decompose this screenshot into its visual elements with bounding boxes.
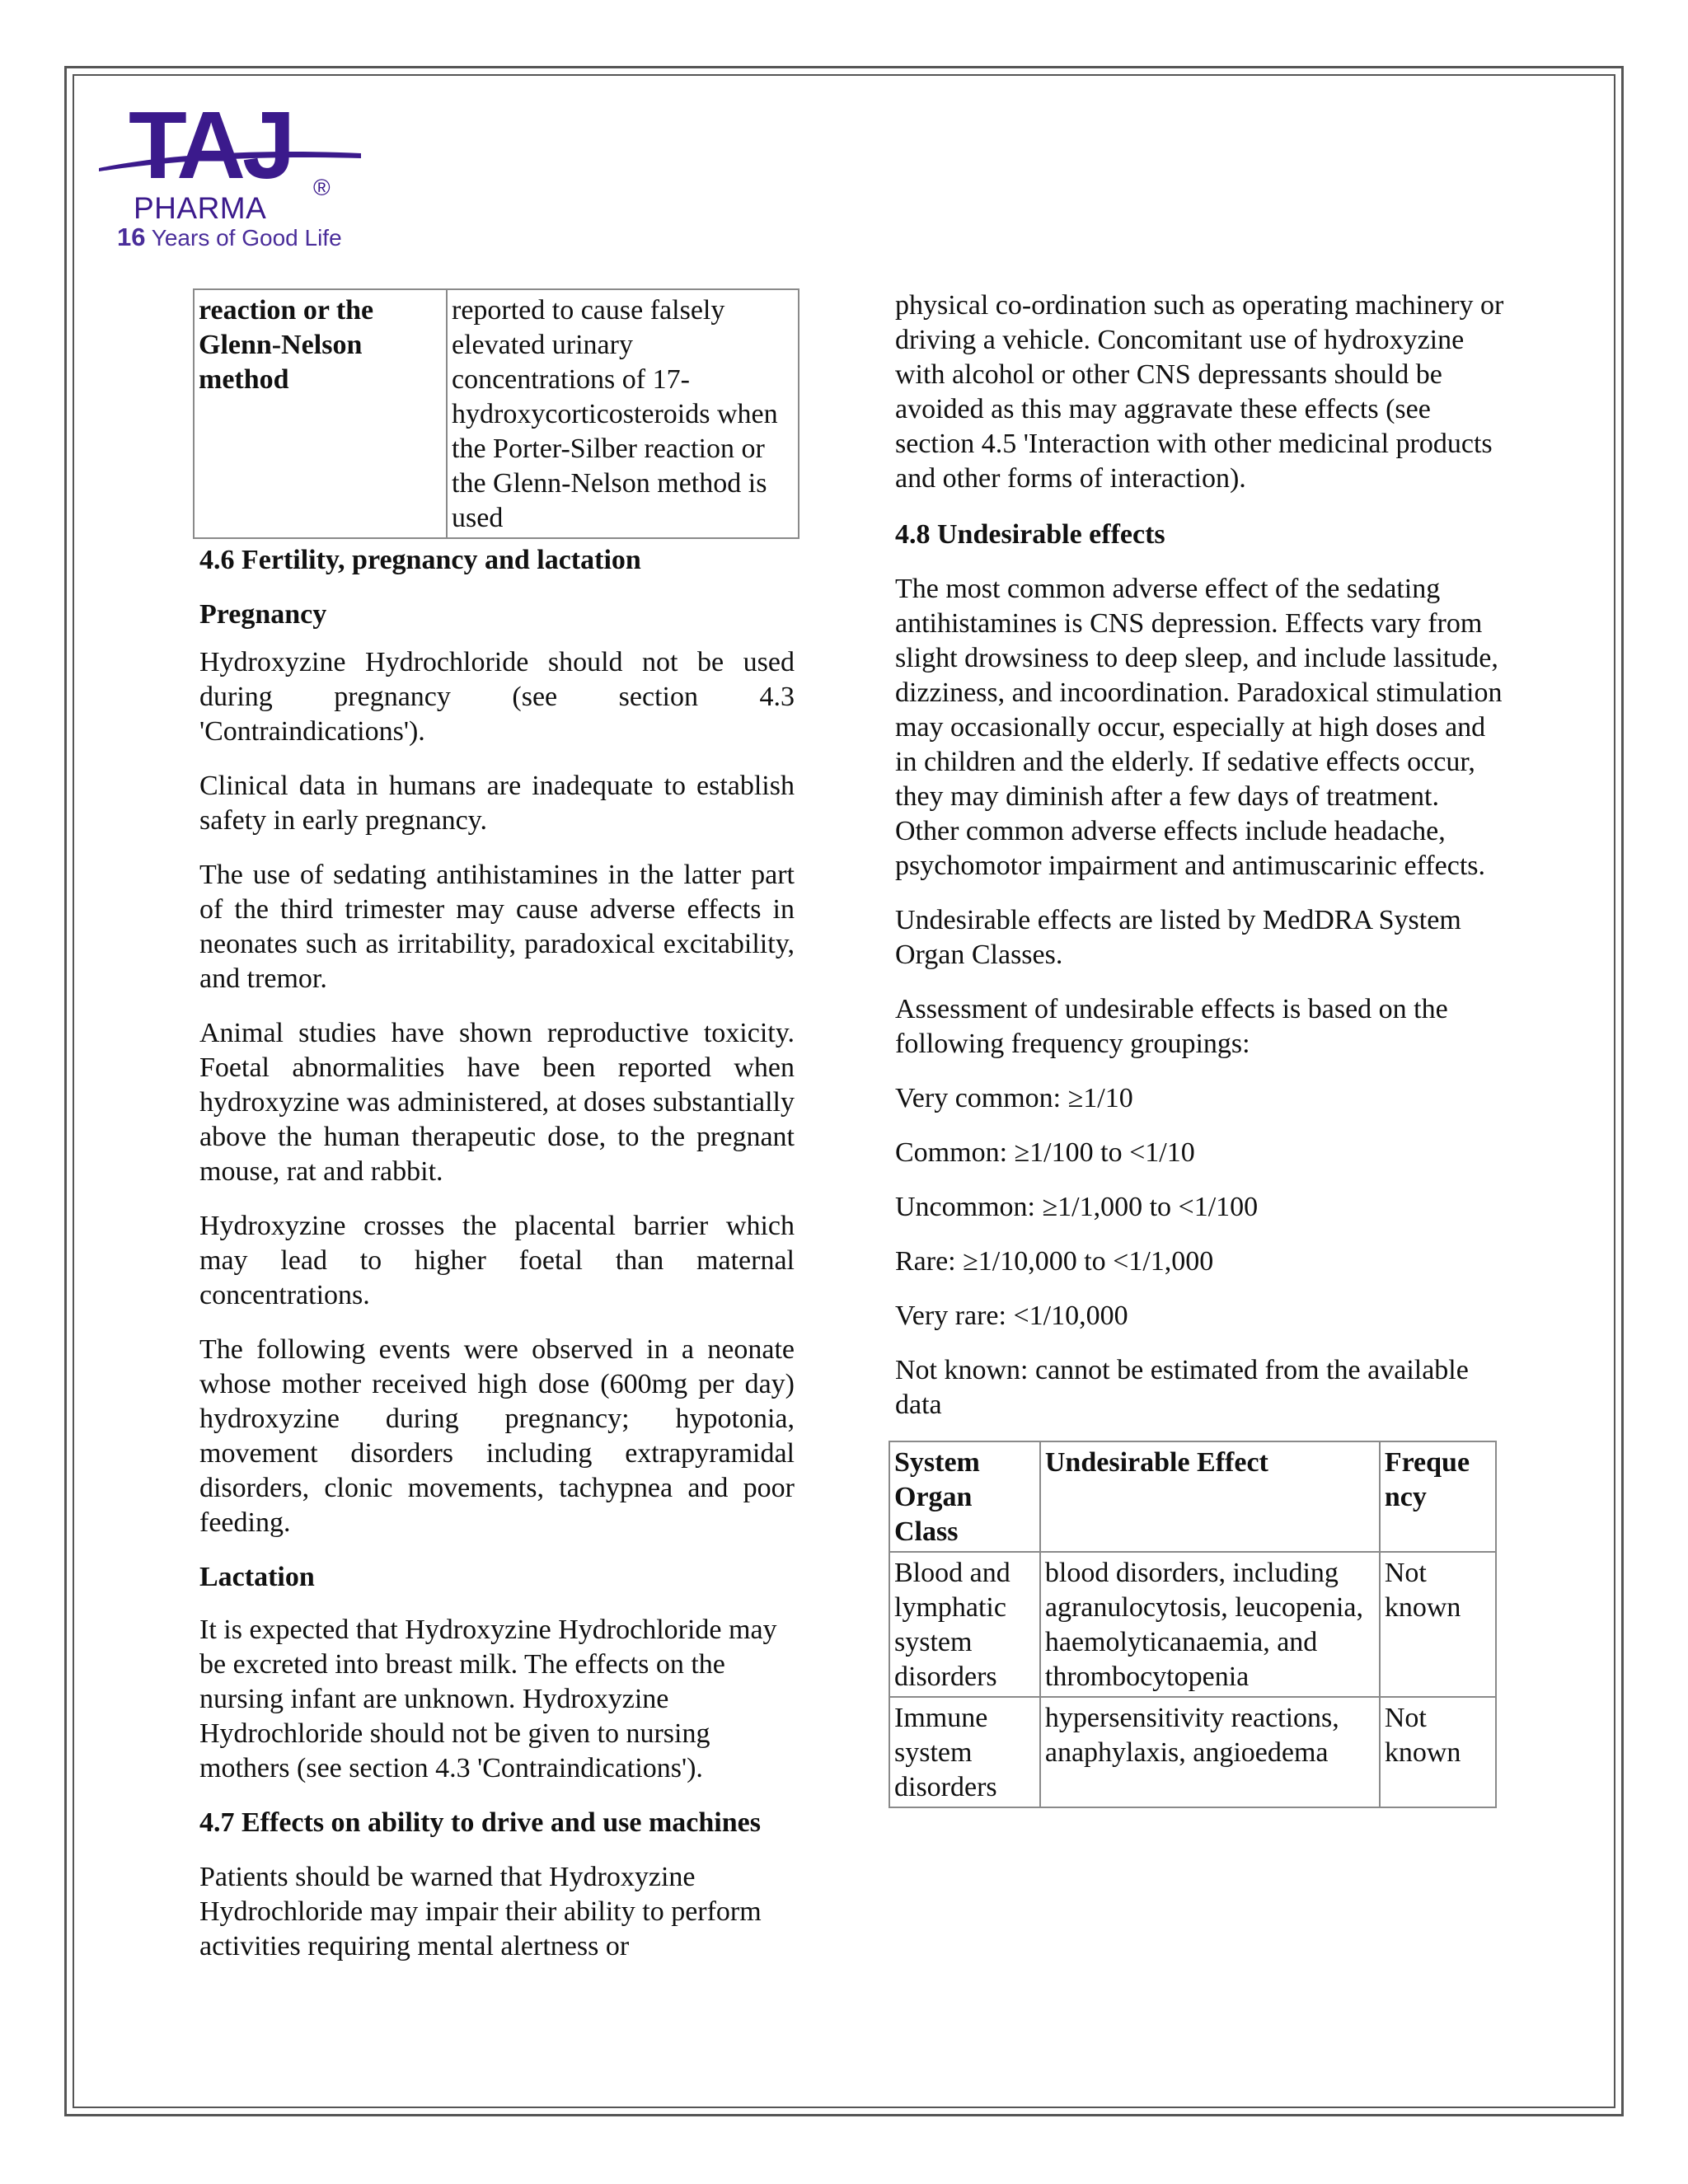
years-text: Years of Good Life [145,225,342,251]
frequency-item: Not known: cannot be estimated from the available data [895,1355,1469,1420]
table-cell: Not known [1380,1552,1496,1697]
paragraph: Animal studies have shown reproductive toxicity. Foetal abnormalities have been reported when hydroxyzine was administered, at doses substantially above the human therapeutic dose, to the pregnant mouse, rat and rabbit. [199,1018,795,1187]
paragraph: Assessment of undesirable effects is based on the following frequency groupings: [895,994,1448,1059]
table-cell: hypersensitivity reactions, anaphylaxis, angioedema [1040,1697,1380,1807]
logo-pharma-text: PHARMA [134,191,267,225]
paragraph: Undesirable effects are listed by MedDRA System Organ Classes. [895,905,1461,970]
paragraph: physical co-ordination such as operating machinery or driving a vehicle. Concomitant use of hydroxyzine with alcohol or other CNS depressants should be avoided as this may aggravate these effects (see section 4.5 'Interaction with other medicinal products and other forms of interaction). [895,290,1504,494]
paragraph: It is expected that Hydroxyzine Hydrochloride may be excreted into breast milk. The effects on the nursing infant are unknown. Hydroxyzine Hydrochloride should not be given to nursing mothers (see section 4.3 'Contraindications'). [199,1615,777,1783]
table-cell: blood disorders, including agranulocytosis, leucopenia, haemolyticanaemia, and thrombocytopenia [1040,1552,1380,1697]
paragraph: The most common adverse effect of the sedating antihistamines is CNS depression. Effects vary from slight drowsiness to deep sleep, and include lassitude, dizziness, and incoordination. Paradoxical stimulation may occasionally occur, especially at high doses and in children and the elderly. If sedative effects occur, they may diminish after a few days of treatment. Other common adverse effects include headache, psychomotor impairment and antimuscarinic effects. [895,574,1503,881]
table-cell: Blood and lymphatic system disorders [889,1552,1040,1697]
section-4-8-heading: 4.8 Undesirable effects [895,519,1165,550]
lactation-heading: Lactation [199,1562,315,1592]
column-header: Freque ncy [1380,1441,1496,1552]
table-row [889,1697,1496,1807]
undesirable-effects-table [889,1441,1497,1808]
right-column [895,288,1505,1808]
logo-tagline [117,223,342,252]
frequency-item: Uncommon: ≥1/1,000 to <1/100 [895,1192,1259,1222]
years-number: 16 [117,223,146,251]
table-cell-label: reaction or the Glenn-Nelson method [194,289,447,538]
frequency-item: Very common: ≥1/10 [895,1083,1133,1113]
table-cell: Not known [1380,1697,1496,1807]
taj-pharma-logo [97,99,369,255]
continued-interactions-table [193,288,799,539]
section-4-6-heading: 4.6 Fertility, pregnancy and lactation [199,545,641,575]
table-row [889,1552,1496,1697]
paragraph: Hydroxyzine Hydrochloride should not be used during pregnancy (see section 4.3 'Contraindications'). [199,647,795,747]
table-row [194,289,799,538]
pregnancy-heading: Pregnancy [199,599,327,630]
table-cell-text: reported to cause falsely elevated urinary concentrations of 17-hydroxycorticosteroids when the Porter-Silber reaction or the Glenn-Nelson method is used [447,289,799,538]
frequency-item: Very rare: <1/10,000 [895,1301,1128,1331]
frequency-item: Rare: ≥1/10,000 to <1/1,000 [895,1246,1214,1277]
registered-mark: ® [313,175,331,200]
column-header: System Organ Class [889,1441,1040,1552]
section-4-7-heading: 4.7 Effects on ability to drive and use machines [199,1807,761,1838]
left-column [199,543,795,1964]
column-header: Undesirable Effect [1040,1441,1380,1552]
paragraph: Clinical data in humans are inadequate to establish safety in early pregnancy. [199,771,795,836]
frequency-item: Common: ≥1/100 to <1/10 [895,1137,1195,1168]
table-header-row [889,1441,1496,1552]
paragraph: Hydroxyzine crosses the placental barrier which may lead to higher foetal than maternal concentrations. [199,1211,795,1310]
svg-text:TAJ: TAJ [129,99,293,198]
paragraph: The use of sedating antihistamines in the latter part of the third trimester may cause adverse effects in neonates such as irritability, paradoxical excitability, and tremor. [199,860,795,994]
paragraph: Patients should be warned that Hydroxyzine Hydrochloride may impair their ability to perform activities requiring mental alertness or [199,1862,762,1961]
table-cell: Immune system disorders [889,1697,1040,1807]
paragraph: The following events were observed in a neonate whose mother received high dose (600mg per day) hydroxyzine during pregnancy; hypotonia, movement disorders including extrapyramidal disorders, clonic movements, tachypnea and poor feeding. [199,1334,795,1538]
